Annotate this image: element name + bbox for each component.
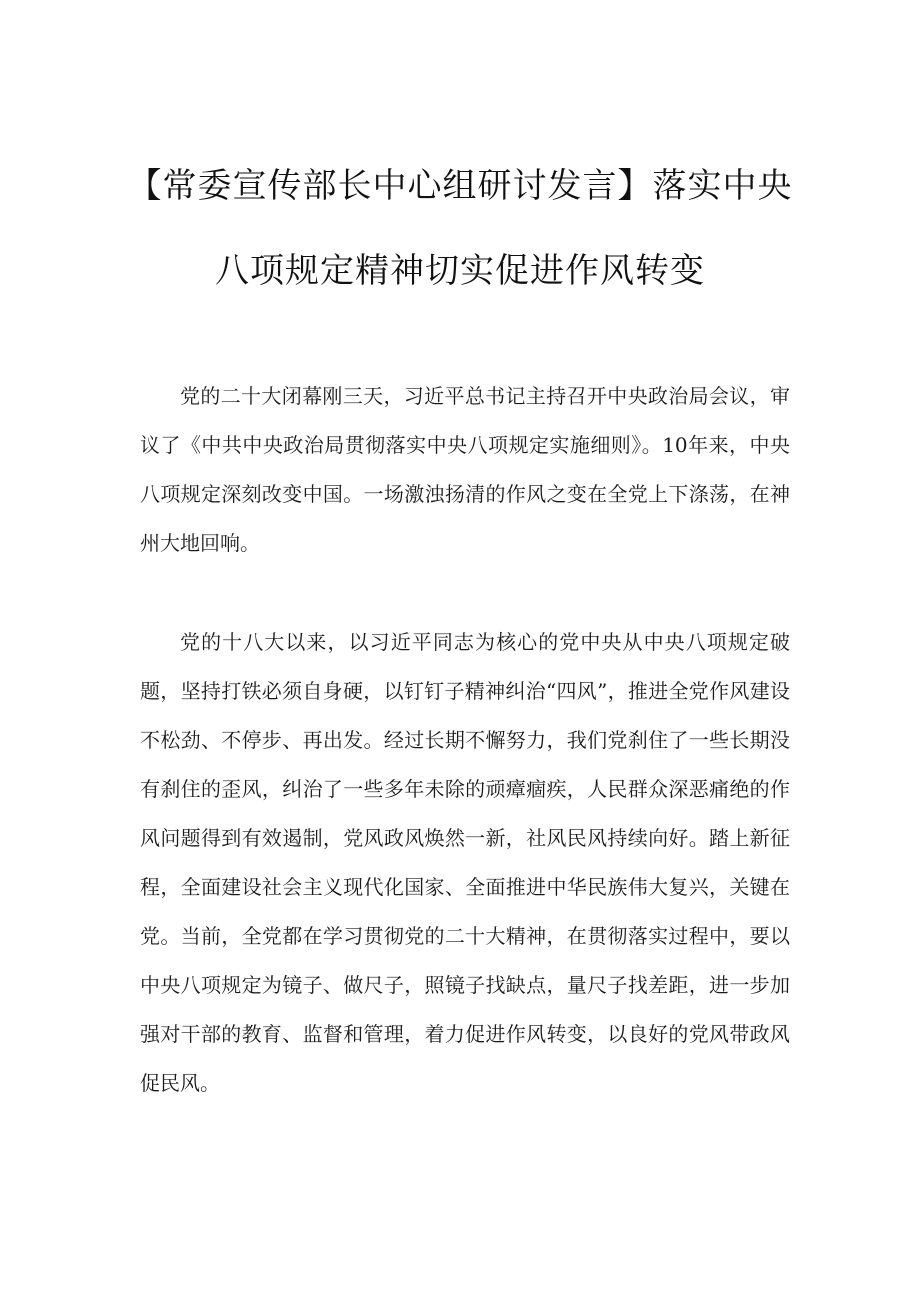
document-title-line-1: 【常委宣传部长中心组研讨发言】落实中央 xyxy=(127,166,793,206)
document-title-line-2: 八项规定精神切实促进作风转变 xyxy=(215,251,705,291)
body-paragraph-1: 党的二十大闭幕刚三天，习近平总书记主持召开中央政治局会议，审议了《中共中央政治局贯彻落实中央八项规定实施细则》。10年来，中央八项规定深刻改变中国。一场激浊扬清的作风之变在全党上下涤荡，在神州大地回响。 xyxy=(140,384,790,555)
body-paragraph-2: 党的十八大以来，以习近平同志为核心的党中央从中央八项规定破题，坚持打铁必须自身硬，以钉钉子精神纠治“四风”，推进全党作风建设不松劲、不停步、再出发。经过长期不懈努力，我们党刹住了一些长期没有刹住的歪风，纠治了一些多年未除的顽瘴痼疾，人民群众深恶痛绝的作风问题得到有效遏制，党风政风焕然一新，社风民风持续向好。踏上新征程，全面建设社会主义现代化国家、全面推进中华民族伟大复兴，关键在党。当前，全党都在学习贯彻党的二十大精神，在贯彻落实过程中，要以中央八项规定为镜子、做尺子，照镜子找缺点，量尺子找差距，进一步加强对干部的教育、监督和管理，着力促进作风转变，以良好的党风带政风促民风。 xyxy=(140,630,790,1095)
